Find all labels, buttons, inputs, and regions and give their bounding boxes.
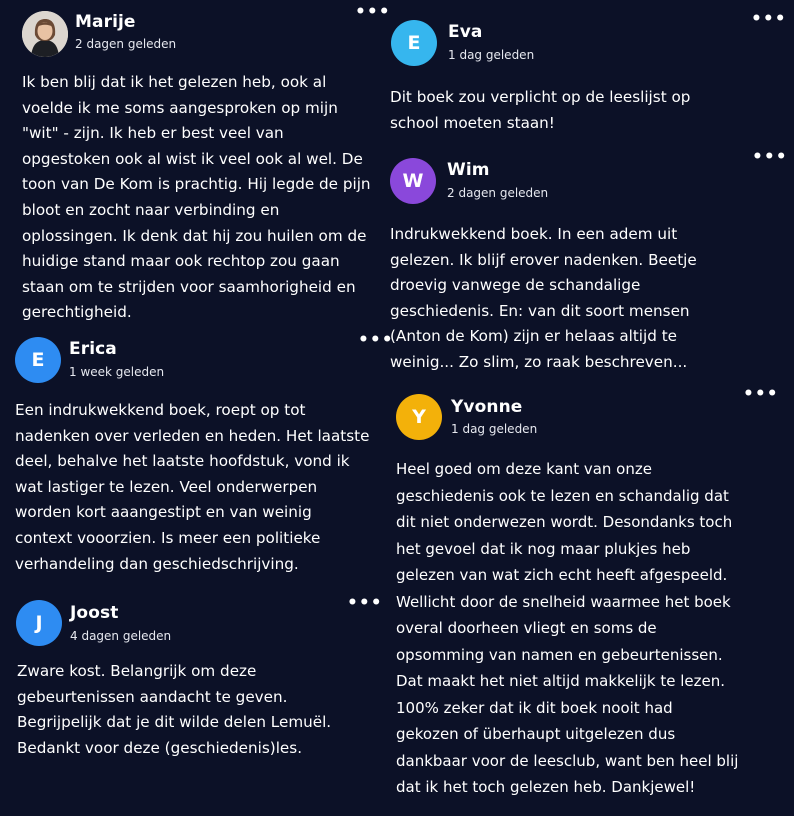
more-options-icon[interactable]: •••	[751, 9, 787, 29]
avatar-initial: E	[31, 349, 45, 371]
review-date: 1 week geleden	[69, 365, 165, 379]
reviewer-name: Yvonne	[451, 397, 523, 417]
reviewer-name: Joost	[70, 603, 119, 623]
review-card	[390, 385, 794, 816]
review-card	[390, 0, 794, 150]
reviewer-name: Eva	[448, 22, 483, 42]
review-card	[0, 0, 390, 330]
review-text: Ik ben blij dat ik het gelezen heb, ook al voelde ik me soms aangesproken op mijn "wit" - zijn. Ik heb er best veel van opgestoken ook al wist ik veel ook al wel. De toon van De Kom is prachtig. Hij legde de pijn bloot en zocht naar verbinding en oplossingen. Ik denk dat hij zou huilen om de huidige stand maar ook rechtop zou gaan staan om te strijden voor saamhorigheid en gerechtigheid.	[22, 73, 371, 322]
more-options-icon[interactable]: •••	[347, 593, 383, 613]
review-date: 2 dagen geleden	[447, 186, 549, 200]
avatar[interactable]	[390, 158, 436, 204]
review-text: Indrukwekkend boek. In een adem uit gelezen. Ik blijf erover nadenken. Beetje droevig vanwege de schandalige geschiedenis. En: van dit soort mensen (Anton de Kom) zijn er helaas altijd te weinig... Zo slim, zo raak beschreven...	[390, 225, 697, 371]
reviewer-name: Wim	[447, 160, 490, 180]
avatar[interactable]	[22, 11, 68, 57]
avatar[interactable]	[391, 20, 437, 66]
more-options-icon[interactable]: •••	[358, 330, 394, 350]
more-options-icon[interactable]: •••	[743, 384, 779, 404]
review-card	[0, 592, 390, 792]
review-date: 1 dag geleden	[451, 422, 538, 436]
avatar[interactable]	[396, 394, 442, 440]
reviewer-name: Erica	[69, 339, 117, 359]
review-date: 2 dagen geleden	[75, 37, 177, 51]
more-options-icon[interactable]: •••	[752, 147, 788, 167]
review-card	[0, 330, 394, 592]
avatar[interactable]	[15, 337, 61, 383]
avatar-initial: E	[407, 32, 421, 54]
avatar-initial: W	[402, 170, 424, 192]
user-photo-icon	[22, 11, 68, 57]
review-date: 1 dag geleden	[448, 48, 535, 62]
more-options-icon[interactable]: •••	[355, 2, 391, 22]
review-text: Zware kost. Belangrijk om deze gebeurtenissen aandacht te geven. Begrijpelijk dat je dit wilde delen Lemuël. Bedankt voor deze (geschiedenis)les.	[17, 662, 332, 757]
avatar-initial: J	[35, 612, 43, 634]
review-text: Dit boek zou verplicht op de leeslijst op school moeten staan!	[390, 88, 691, 132]
review-date: 4 dagen geleden	[70, 629, 172, 643]
reviewer-name: Marije	[75, 12, 136, 32]
review-text: Een indrukwekkend boek, roept op tot nadenken over verleden en heden. Het laatste deel, behalve het laatste hoofdstuk, vond ik wat lastiger te lezen. Veel onderwerpen worden kort aaangestipt en van weinig context vooorzien. Is meer een politieke verhandeling dan geschiedschrijving.	[15, 401, 370, 573]
review-text: Heel goed om deze kant van onze geschiedenis ook te lezen en schandalig dat dit niet onderwezen wordt. Desondanks toch het gevoel dat ik nog maar plukjes heb gelezen van wat zich echt heeft afgespeeld. Wellicht door de snelheid waarmee het boek overal doorheen vliegt en soms de opsomming van namen en gebeurtenissen. Dat maakt het niet altijd makkelijk te lezen. 100% zeker dat ik dit boek nooit had gekozen of überhaupt uitgelezen dus dankbaar voor de leesclub, want ben heel blij dat ik het toch gelezen heb. Dankjewel!	[396, 460, 739, 796]
avatar-initial: Y	[412, 406, 426, 428]
review-card	[390, 147, 794, 385]
avatar[interactable]	[16, 600, 62, 646]
